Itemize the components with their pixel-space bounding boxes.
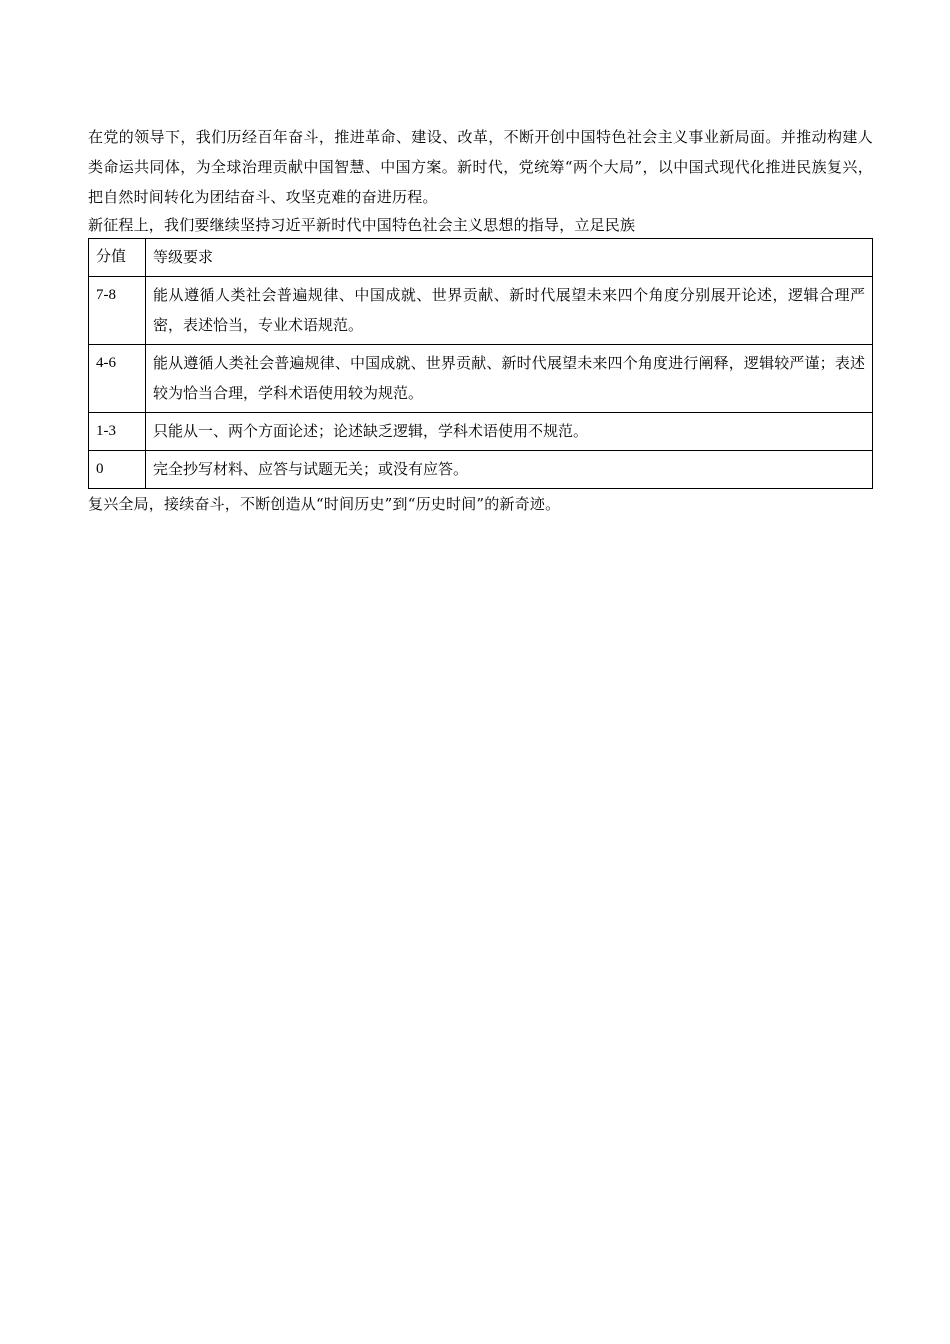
table-row [89,451,873,489]
scoring-rubric-table [88,238,873,489]
row-score: 0 [89,451,146,489]
row-score: 7-8 [89,277,146,345]
row-score: 4-6 [89,345,146,413]
table-row [89,345,873,413]
row-requirement: 完全抄写材料、应答与试题无关；或没有应答。 [146,451,873,489]
intro-paragraph-2: 新征程上，我们要继续坚持习近平新时代中国特色社会主义思想的指导，立足民族 [88,216,636,234]
header-requirement: 等级要求 [146,239,873,277]
table-row [89,413,873,451]
row-score: 1-3 [89,413,146,451]
intro-paragraph-1: 在党的领导下，我们历经百年奋斗，推进革命、建设、改革，不断开创中国特色社会主义事业新局面。并推动构建人类命运共同体，为全球治理贡献中国智慧、中国方案。新时代，党统筹“两个大局”，以中国式现代化推进民族复兴，把自然时间转化为团结奋斗、攻坚克难的奋进历程。 [88,128,873,206]
row-requirement: 只能从一、两个方面论述；论述缺乏逻辑，学科术语使用不规范。 [146,413,873,451]
closing-paragraph: 复兴全局，接续奋斗，不断创造从“时间历史”到“历史时间”的新奇迹。 [88,495,561,513]
header-score: 分值 [89,239,146,277]
document-page [88,122,873,517]
row-requirement: 能从遵循人类社会普遍规律、中国成就、世界贡献、新时代展望未来四个角度分别展开论述，逻辑合理严密，表述恰当，专业术语规范。 [146,277,873,345]
table-header-row [89,239,873,277]
row-requirement: 能从遵循人类社会普遍规律、中国成就、世界贡献、新时代展望未来四个角度进行阐释，逻辑较严谨；表述较为恰当合理，学科术语使用较为规范。 [146,345,873,413]
table-row [89,277,873,345]
